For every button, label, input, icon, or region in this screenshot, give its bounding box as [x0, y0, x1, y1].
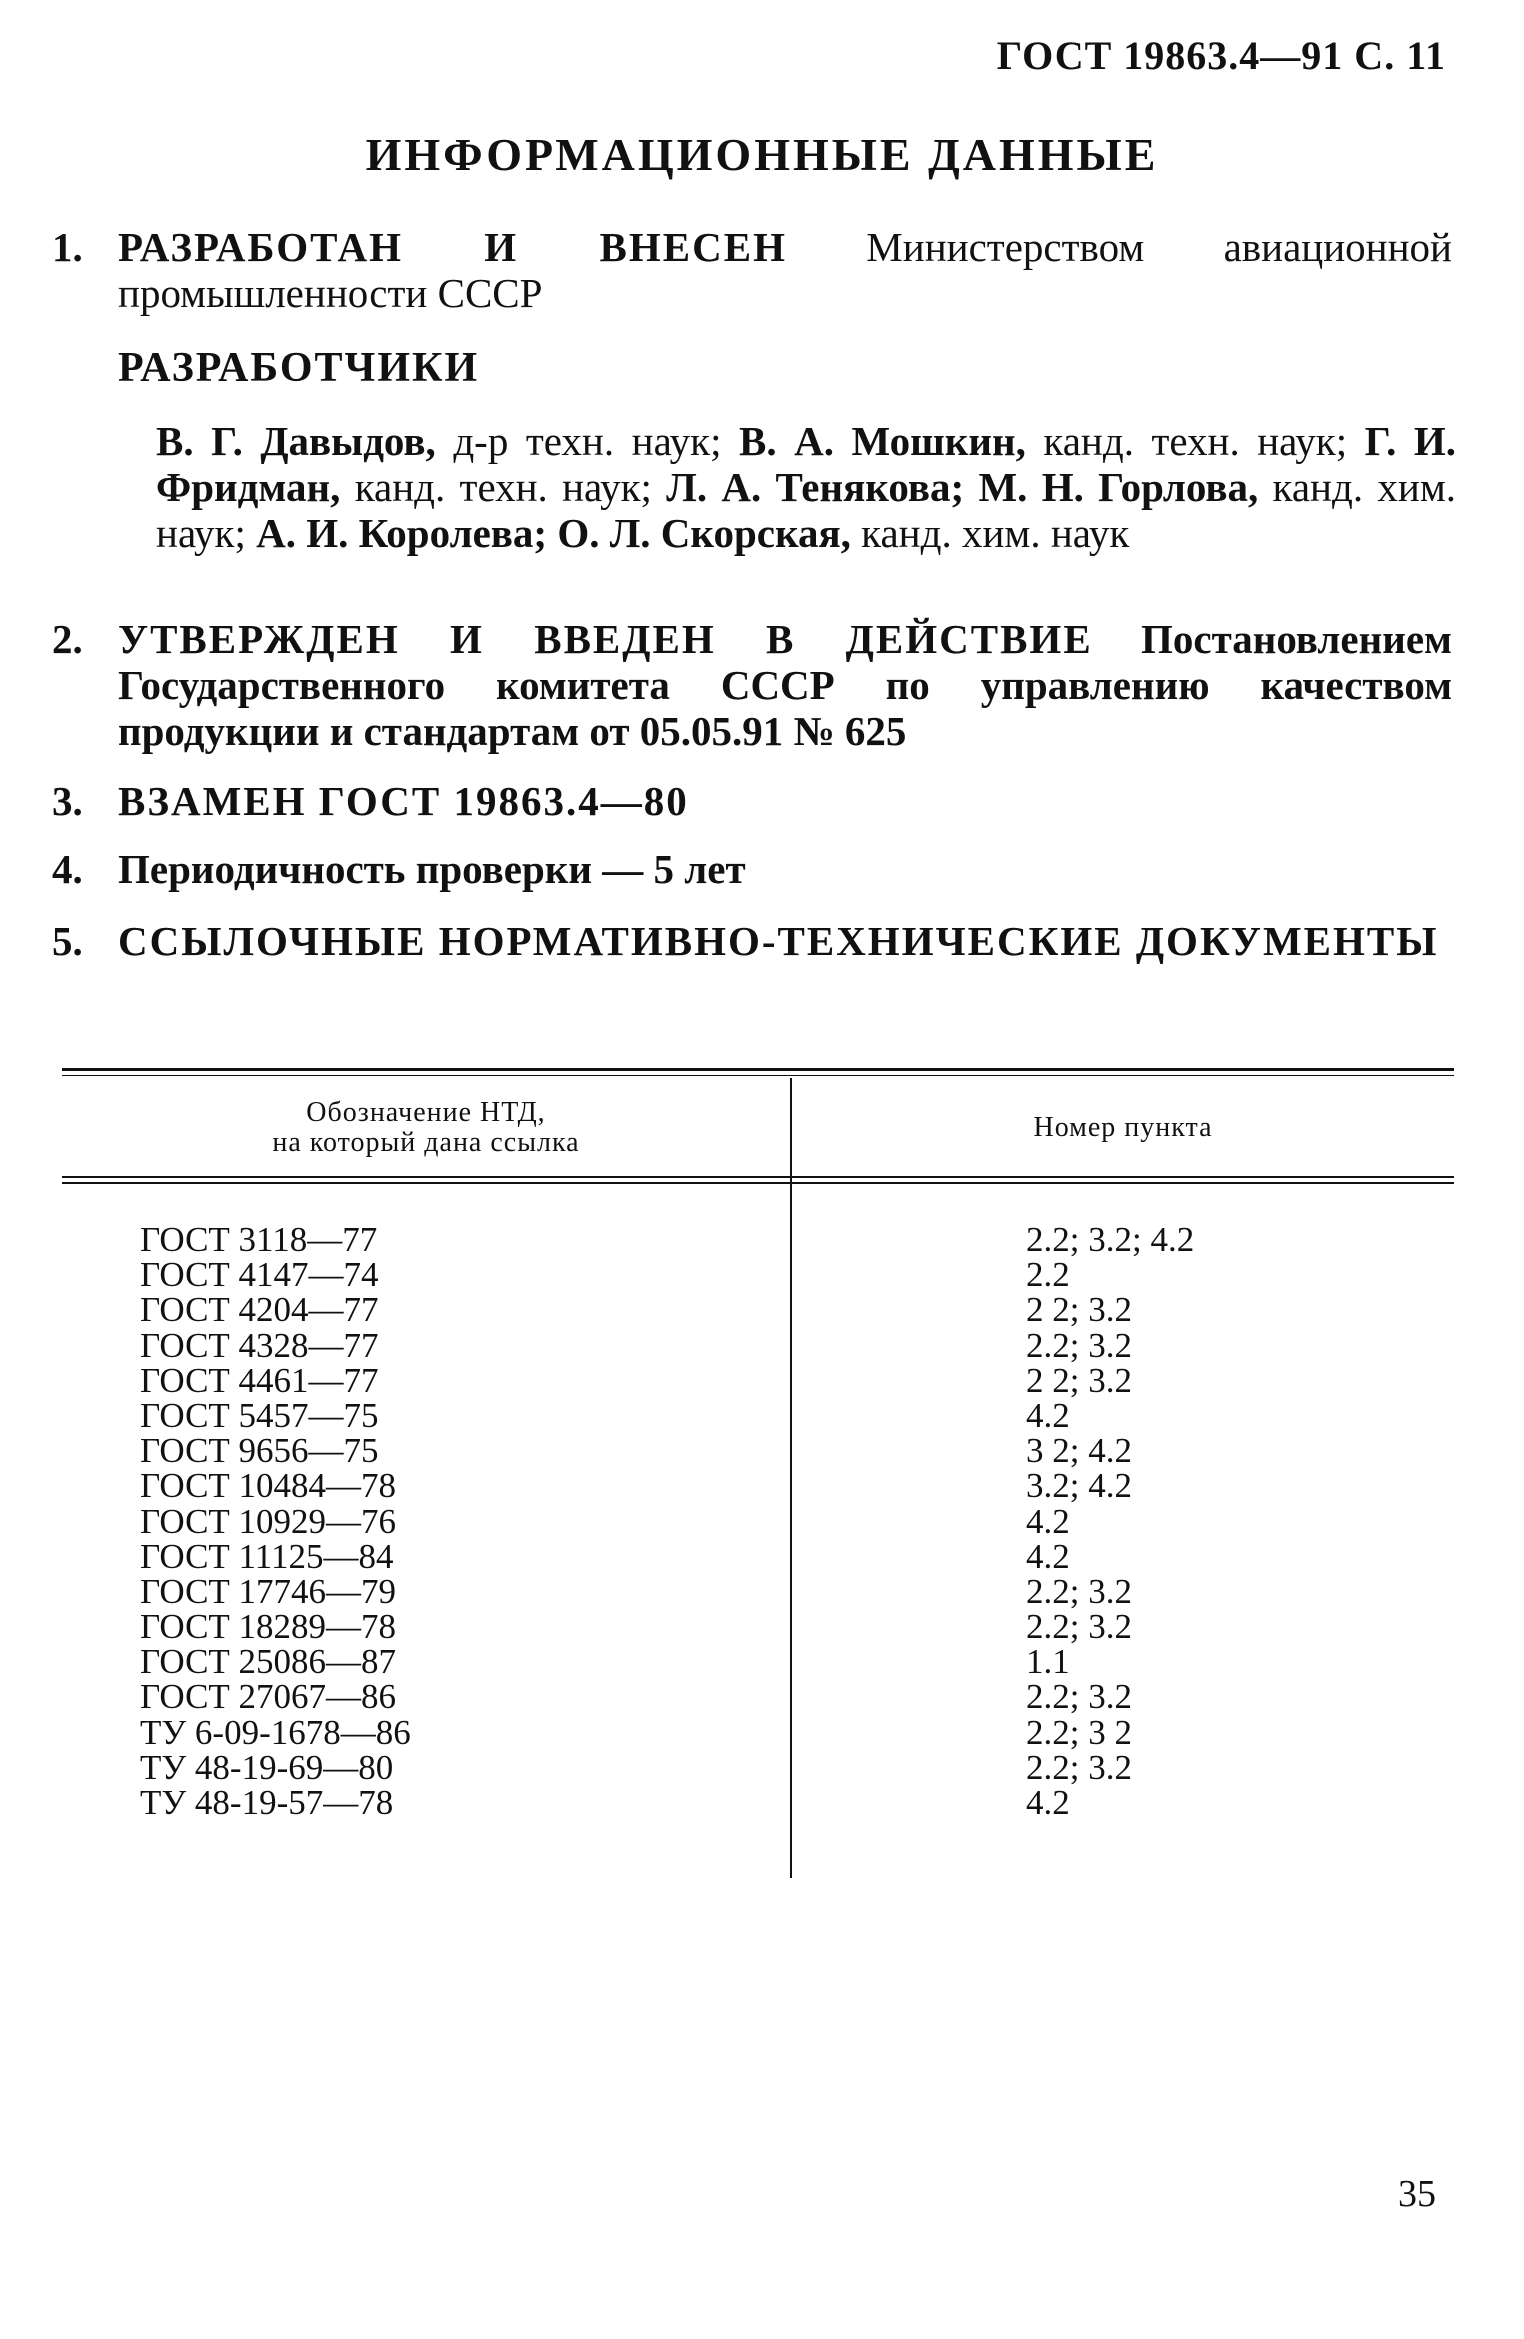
developer-name: В. Г. Давыдов,: [156, 418, 436, 464]
table-header-doc: [62, 1098, 790, 1158]
table-cell-items: 2 2; 3.2: [1026, 1290, 1132, 1330]
developer-degree: д-р техн. наук;: [435, 418, 722, 464]
info-item-2: [52, 616, 1452, 754]
table-cell-items: 2.2; 3.2: [1026, 1747, 1132, 1787]
developer-name: О. Л. Скорская,: [557, 510, 851, 556]
table-cell-doc: ГОСТ 25086—87: [140, 1642, 397, 1682]
table-header-doc-line: Обозначение НТД,: [306, 1097, 546, 1128]
item-number: 5.: [52, 918, 83, 964]
developer-degree: канд. техн. наук;: [340, 464, 652, 510]
table-cell-items: 2.2; 3.2: [1026, 1325, 1132, 1365]
table-cell-doc: ГОСТ 18289—78: [140, 1607, 397, 1647]
table-cell-doc: ГОСТ 5457—75: [140, 1395, 379, 1435]
table-cell-doc: ГОСТ 27067—86: [140, 1677, 397, 1717]
developers-heading: РАЗРАБОТЧИКИ: [118, 345, 480, 391]
developer-name: Л. А. Тенякова;: [666, 464, 965, 510]
table-cell-items: 2.2; 3.2; 4.2: [1026, 1220, 1195, 1259]
table-header-rule: [62, 1176, 1454, 1178]
developer-name: А. И. Королева;: [256, 510, 548, 556]
table-doc-column: [140, 1222, 411, 1820]
item-number: 4.: [52, 846, 83, 892]
item-text: Постановлением Государственного комитета СССР по управлению качеством продукции и стандартам от 05.05.91 № 625: [118, 616, 1452, 754]
item-number: 1.: [52, 224, 83, 270]
info-item-4: [52, 846, 1452, 892]
table-top-rule: [62, 1068, 1454, 1071]
table-cell-items: 4.2: [1026, 1536, 1070, 1576]
item-caps: РАЗРАБОТАН И ВНЕСЕН: [118, 224, 787, 270]
table-cell-doc: ГОСТ 4328—77: [140, 1325, 379, 1365]
table-cell-items: 3 2; 4.2: [1026, 1431, 1132, 1471]
item-caps: УТВЕРЖДЕН И ВВЕДЕН В ДЕЙСТВИЕ: [118, 616, 1093, 662]
developer-degree: канд. хим. наук: [850, 510, 1130, 556]
page-title: ИНФОРМАЦИОННЫЕ ДАННЫЕ: [365, 129, 1159, 180]
table-cell-doc: ГОСТ 10929—76: [140, 1501, 397, 1541]
table-cell-doc: ГОСТ 4147—74: [140, 1255, 379, 1295]
table-cell-items: 1.1: [1026, 1642, 1070, 1682]
table-cell-doc: ГОСТ 4204—77: [140, 1290, 379, 1330]
page-number: 35: [1398, 2173, 1436, 2215]
table-cell-items: 2.2: [1026, 1255, 1070, 1295]
table-cell-doc: ГОСТ 10484—78: [140, 1466, 397, 1506]
table-cell-doc: ГОСТ 3118—77: [140, 1220, 378, 1259]
developer-degree: канд. хим. наук;: [156, 464, 1457, 556]
table-cell-items: 2.2; 3.2: [1026, 1571, 1132, 1611]
table-items-column: [1026, 1222, 1194, 1820]
info-item-5: [52, 918, 1452, 964]
table-cell-doc: ГОСТ 4461—77: [140, 1360, 379, 1400]
table-cell-doc: ГОСТ 11125—84: [140, 1536, 394, 1576]
table-header-doc-line: на который дана ссылка: [272, 1127, 580, 1158]
item-number: 2.: [52, 616, 83, 662]
developer-name: М. Н. Горлова,: [978, 464, 1259, 510]
table-header-rule-2: [62, 1182, 1454, 1184]
info-item-1: [52, 224, 1452, 316]
item-caps: ССЫЛОЧНЫЕ НОРМАТИВНО-ТЕХНИЧЕСКИЕ ДОКУМЕНТЫ: [118, 918, 1439, 964]
table-cell-doc: ГОСТ 9656—75: [140, 1431, 379, 1471]
table-cell-doc: ТУ 48-19-69—80: [140, 1747, 394, 1787]
developers-list: [156, 418, 1456, 556]
table-cell-items: 4.2: [1026, 1395, 1070, 1435]
table-column-divider: [790, 1078, 792, 1878]
table-header-items: Номер пункта: [1033, 1112, 1213, 1143]
table-cell-items: 2.2; 3.2: [1026, 1677, 1132, 1717]
table-cell-items: 4.2: [1026, 1783, 1070, 1822]
item-text: Периодичность проверки — 5 лет: [118, 846, 746, 892]
table-cell-items: 2.2; 3 2: [1026, 1712, 1132, 1752]
item-text: Министерством авиационной промышленности СССР: [118, 224, 1453, 316]
item-number: 3.: [52, 778, 83, 824]
developer-name: Г. И. Фридман,: [156, 418, 1456, 510]
table-cell-doc: ГОСТ 17746—79: [140, 1571, 397, 1611]
table-cell-doc: ТУ 48-19-57—78: [140, 1783, 394, 1822]
developer-degree: канд. техн. наук;: [1025, 418, 1348, 464]
table-cell-items: 2.2; 3.2: [1026, 1607, 1132, 1647]
item-caps: ВЗАМЕН ГОСТ 19863.4—80: [118, 778, 689, 824]
info-item-3: [52, 778, 1452, 824]
developer-name: В. А. Мошкин,: [739, 418, 1026, 464]
table-cell-items: 3.2; 4.2: [1026, 1466, 1132, 1506]
table-cell-doc: ТУ 6-09-1678—86: [140, 1712, 411, 1752]
running-head: ГОСТ 19863.4—91 С. 11: [996, 33, 1446, 78]
table-top-rule-thin: [62, 1075, 1454, 1076]
table-cell-items: 4.2: [1026, 1501, 1070, 1541]
table-cell-items: 2 2; 3.2: [1026, 1360, 1132, 1400]
